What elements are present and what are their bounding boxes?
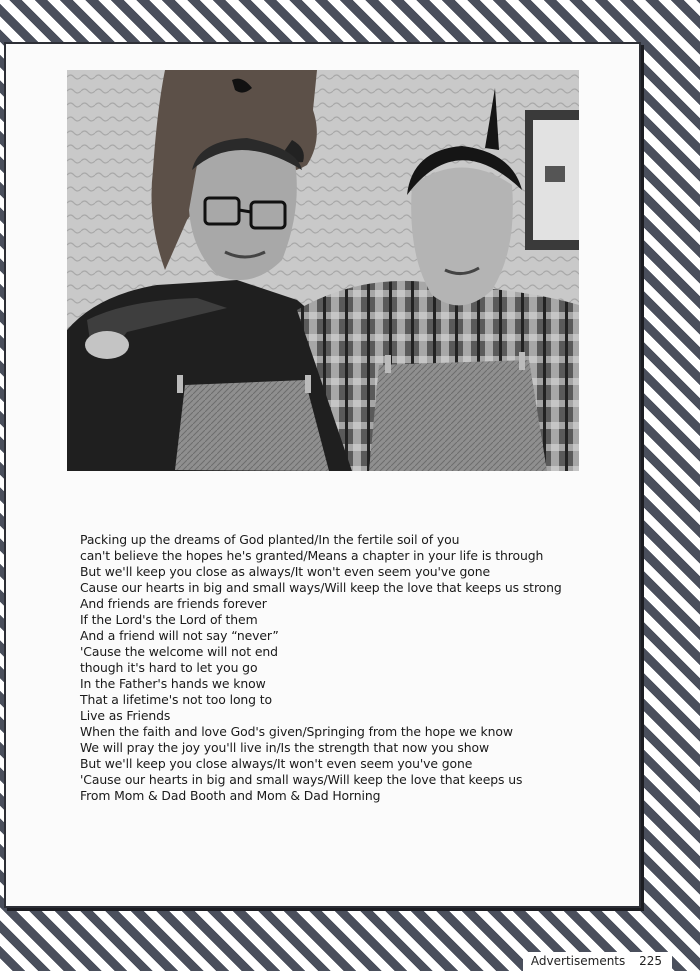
poem-line: That a lifetime's not too long to [80,692,273,707]
poem-line: If the Lord's the Lord of them [80,612,258,627]
poem-line: But we'll keep you close always/It won't even seem you've gone [80,756,473,771]
poem [80,532,600,804]
poem-line: But we'll keep you close as always/It won't even seem you've gone [80,564,490,579]
poem-line: Packing up the dreams of God planted/In the fertile soil of you [80,532,460,547]
section-label: Advertisements [530,954,626,968]
poem-line: though it's hard to let you go [80,660,258,675]
poem-line: From Mom & Dad Booth and Mom & Dad Horning [80,788,381,803]
poem-line: Cause our hearts in big and small ways/Will keep the love that keeps us strong [80,580,562,595]
photo [67,70,579,471]
page-number: 225 [639,954,662,968]
page-footer [523,952,672,971]
poem-line: Live as Friends [80,708,171,723]
poem-line: We will pray the joy you'll live in/Is the strength that now you show [80,740,490,755]
page-panel [4,42,641,908]
photo-two-young-men-in-overalls-with-deer-head [67,70,579,471]
poem-line: 'Cause our hearts in big and small ways/Will keep the love that keeps us [80,772,523,787]
poem-line: In the Father's hands we know [80,676,266,691]
poem-line: can't believe the hopes he's granted/Means a chapter in your life is through [80,548,544,563]
poem-line: When the faith and love God's given/Springing from the hope we know [80,724,513,739]
poem-line: And a friend will not say “never” [80,628,279,643]
poem-line: 'Cause the welcome will not end [80,644,278,659]
poem-line: And friends are friends forever [80,596,267,611]
